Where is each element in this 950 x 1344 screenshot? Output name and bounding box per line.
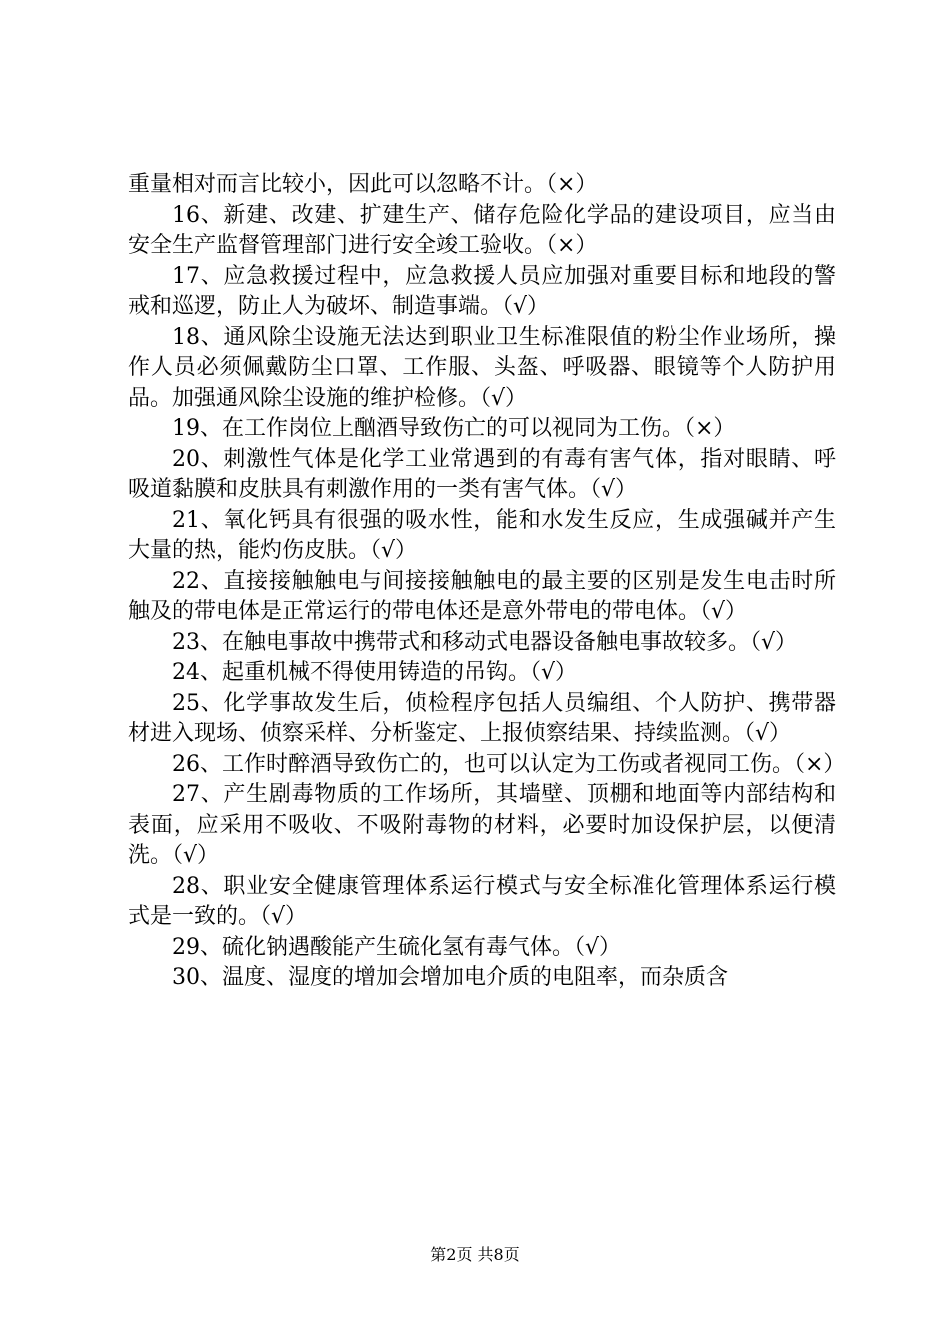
- paragraph-item-25: 25、化学事故发生后，侦检程序包括人员编组、个人防护、携带器材进入现场、侦察采样、分析鉴定、上报侦察结果、持续监测。（√）: [128, 690, 836, 746]
- paragraph-item-20: 20、刺激性气体是化学工业常遇到的有毒有害气体，指对眼睛、呼吸道黏膜和皮肤具有刺激作用的一类有害气体。（√）: [128, 446, 836, 502]
- paragraph-item-30: 30、温度、湿度的增加会增加电介质的电阻率，而杂质含: [172, 965, 728, 990]
- paragraph-item-21: 21、氧化钙具有很强的吸水性，能和水发生反应，生成强碱并产生大量的热，能灼伤皮肤。（√）: [128, 507, 836, 563]
- document-body: [128, 170, 846, 994]
- page-number-footer: 第2页 共8页: [430, 1245, 520, 1264]
- paragraph-item-18: 18、通风除尘设施无法达到职业卫生标准限值的粉尘作业场所，操作人员必须佩戴防尘口罩、工作服、头盔、呼吸器、眼镜等个人防护用品。加强通风除尘设施的维护检修。（√）: [128, 324, 836, 411]
- paragraph-item-16: 16、新建、改建、扩建生产、储存危险化学品的建设项目，应当由安全生产监督管理部门进行安全竣工验收。（×）: [128, 202, 836, 258]
- paragraph-item-28: 28、职业安全健康管理体系运行模式与安全标准化管理体系运行模式是一致的。（√）: [128, 873, 836, 929]
- paragraph-item-24: 24、起重机械不得使用铸造的吊钩。（√）: [172, 660, 578, 685]
- paragraph-item-17: 17、应急救援过程中，应急救援人员应加强对重要目标和地段的警戒和巡逻，防止人为破坏、制造事端。（√）: [128, 263, 836, 319]
- paragraph-item-29: 29、硫化钠遇酸能产生硫化氢有毒气体。（√）: [172, 934, 622, 960]
- paragraph-item-27: 27、产生剧毒物质的工作场所，其墙壁、顶棚和地面等内部结构和表面，应采用不吸收、不吸附毒物的材料，必要时加设保护层，以便清洗。（√）: [128, 782, 836, 868]
- paragraph-item-23: 23、在触电事故中携带式和移动式电器设备触电事故较多。（√）: [172, 629, 798, 655]
- paragraph-item-26: 26、工作时醉酒导致伤亡的，也可以认定为工伤或者视同工伤。（×）: [172, 751, 846, 777]
- paragraph-item-19: 19、在工作岗位上酗酒导致伤亡的可以视同为工伤。（×）: [172, 416, 736, 441]
- paragraph-item-22: 22、直接接触触电与间接接触触电的最主要的区别是发生电击时所触及的带电体是正常运行的带电体还是意外带电的带电体。（√）: [128, 568, 836, 624]
- paragraph-continuation: 重量相对而言比较小，因此可以忽略不计。（×）: [128, 172, 598, 197]
